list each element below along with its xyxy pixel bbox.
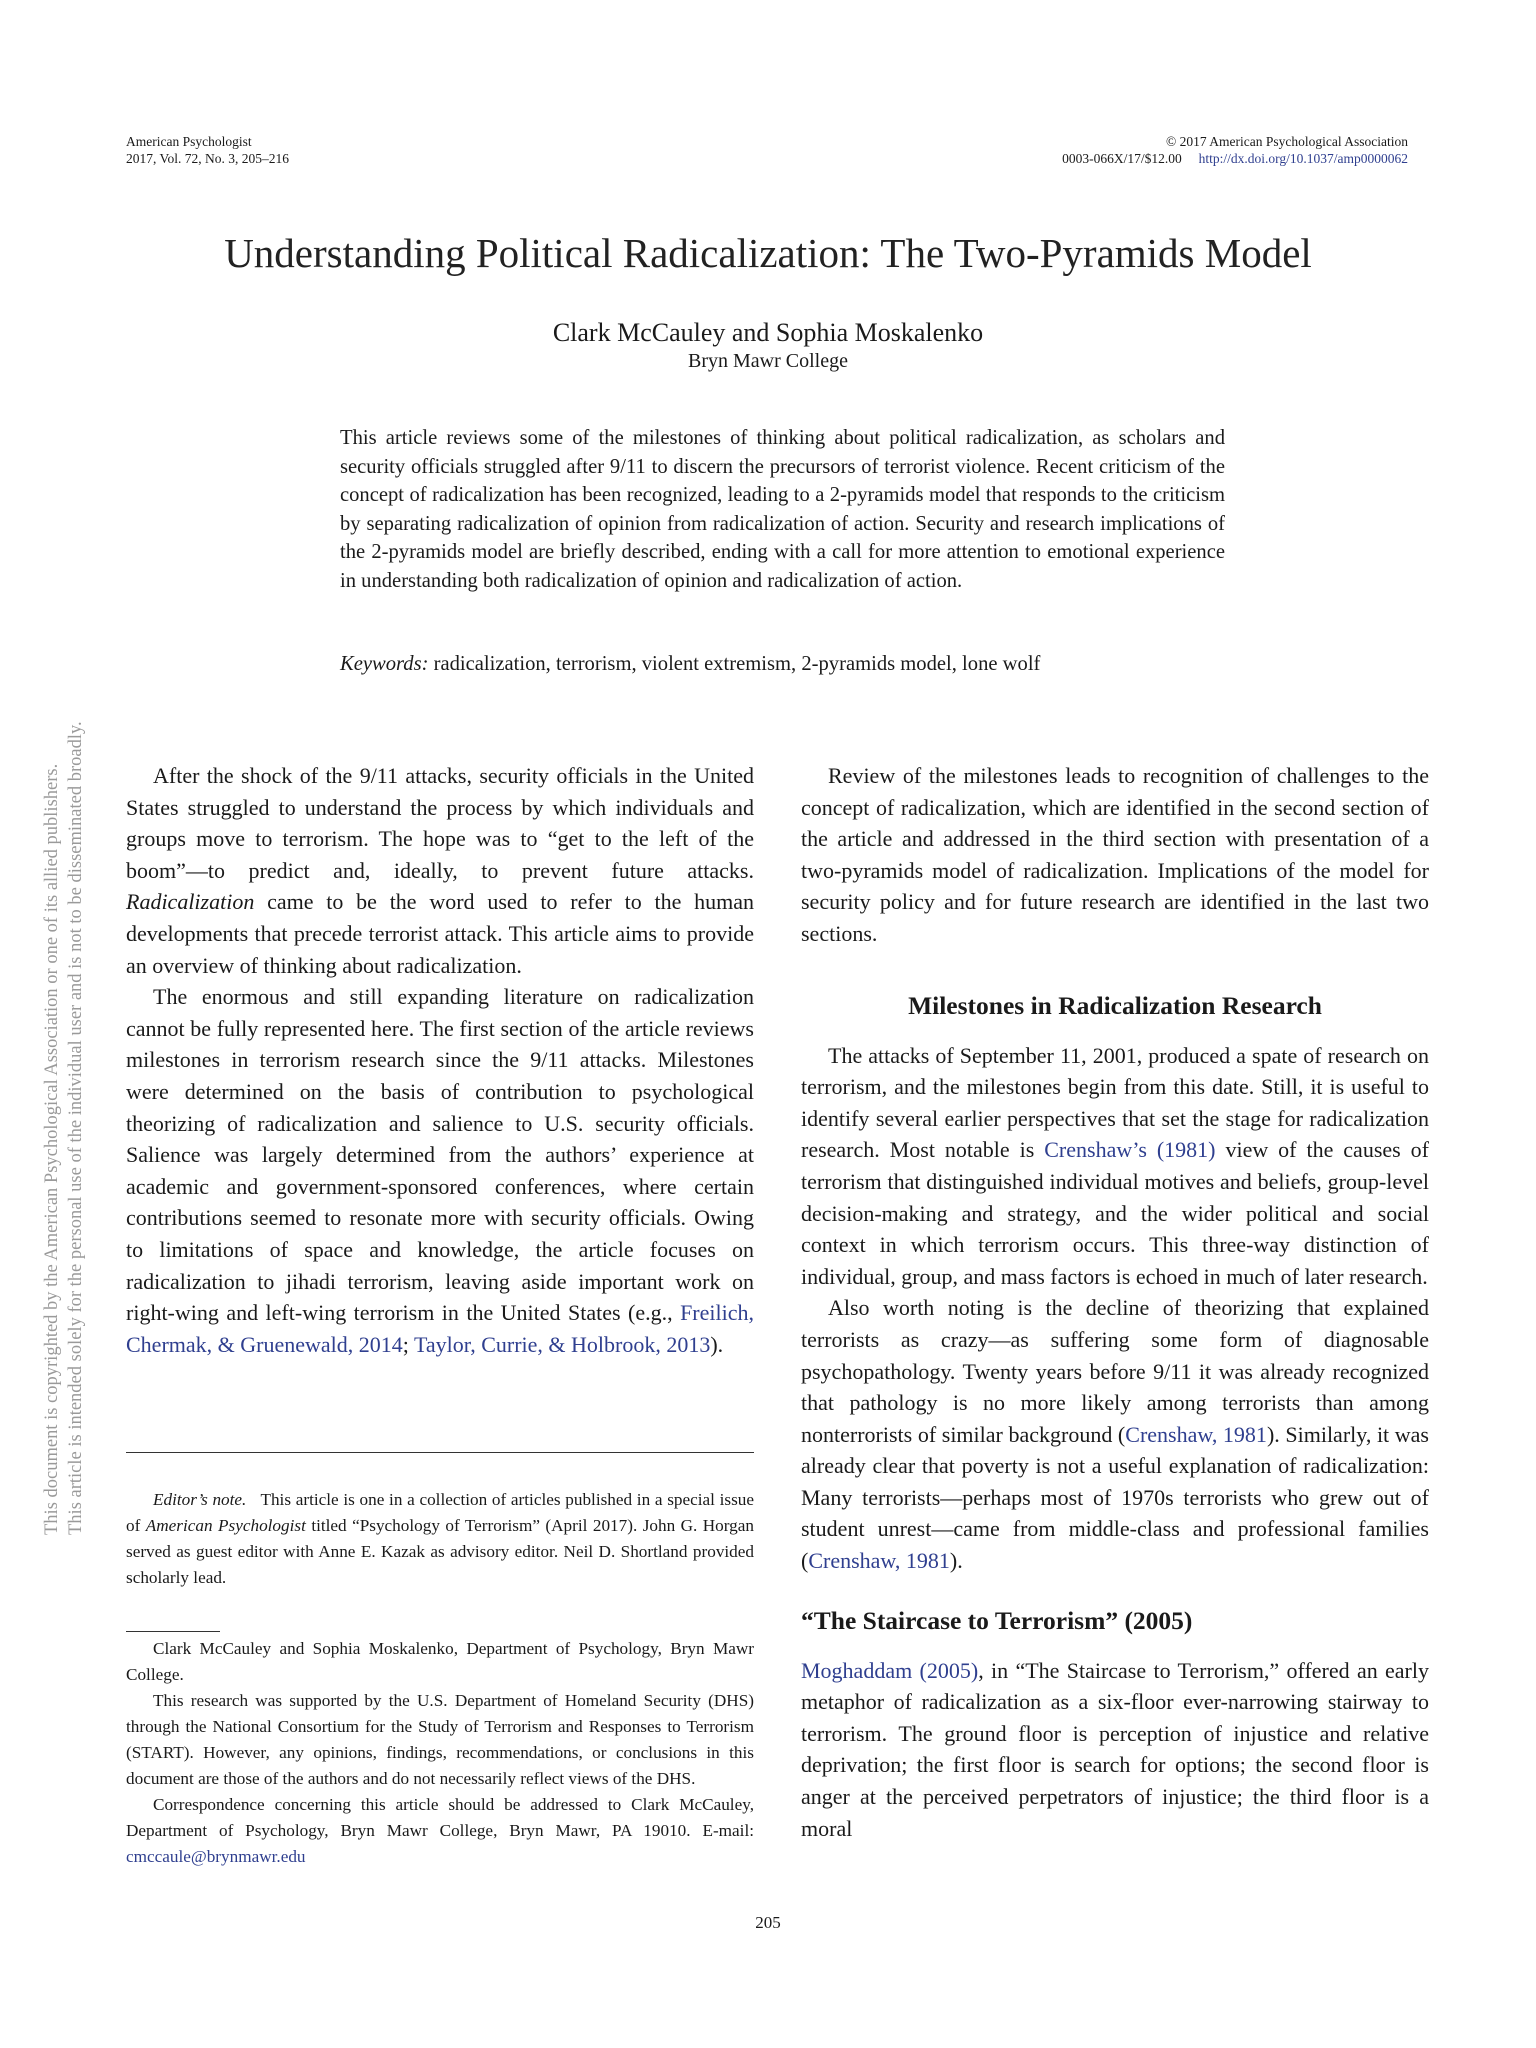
side-notice-line-2: This article is intended solely for the personal use of the individual user and is not to be disseminated broadly. — [66, 721, 86, 1535]
funding-note: This research was supported by the U.S. Department of Homeland Security (DHS) through the National Consortium for the Study of Terrorism and Responses to Terrorism (START). However, any opinions, findings, recommendations, or conclusions in this document are those of the authors and do not necessarily reflect views of the DHS. — [126, 1691, 754, 1788]
subsection-heading-staircase: “The Staircase to Terrorism” (2005) — [801, 1605, 1193, 1635]
email-link[interactable]: cmccaule@brynmawr.edu — [126, 1847, 306, 1866]
page-number: 205 — [755, 1913, 781, 1932]
keywords — [340, 650, 1225, 678]
side-copyright-notice — [40, 115, 88, 1535]
side-notice-line-1: This document is copyrighted by the American Psychological Association or one of its allied publishers. — [42, 763, 62, 1535]
footnote-divider — [126, 1452, 754, 1453]
citation-link-freilich[interactable]: Freilich, Chermak, & Gruenewald, 2014 — [126, 1300, 754, 1357]
intro-paragraph-1: After the shock of the 9/11 attacks, security officials in the United States struggled to understand the process by which individuals and groups move to terrorism. The hope was to “get to the left of the boom”—to predict and, ideally, to prevent future attacks. Radicalization came to be the word used to refer to the human developments that precede terrorist attack. This article aims to provide an overview of thinking about radicalization. — [126, 763, 754, 978]
citation-link-crenshaw-2[interactable]: Crenshaw, 1981 — [1125, 1421, 1267, 1447]
citation-link-moghaddam[interactable]: Moghaddam (2005) — [801, 1657, 979, 1683]
editors-note: Editor’s note. This article is one in a collection of articles published in a special issue of American Psychologist titled “Psychology of Terrorism” (April 2017). John G. Horgan served as guest editor with Anne E. Kazak as advisory editor. Neil D. Shortland provided scholarly lead. — [126, 1490, 755, 1587]
editors-note-label: Editor’s note. — [153, 1490, 247, 1509]
doi-link[interactable]: http://dx.doi.org/10.1037/amp0000062 — [1198, 151, 1408, 166]
milestones-paragraph-1: The attacks of September 11, 2001, produced a spate of research on terrorism, and the milestones begin from this date. Still, it is useful to identify several earlier perspectives that set the stage for radicalization research. Most notable is Crenshaw’s (1981) view of the causes of terrorism that distinguished individual motives and beliefs, group-level decision-making and strategy, and the wider political and social context in which terrorism occurs. This three-way distinction of individual, group, and mass factors is echoed in much of later research. — [801, 1042, 1429, 1289]
citation-link-crenshaw-1[interactable]: Crenshaw’s (1981) — [1044, 1137, 1216, 1163]
journal-header-left — [126, 133, 289, 167]
author-notes — [126, 1636, 754, 1870]
correspondence-note: Correspondence concerning this article should be addressed to Clark McCauley, Department of Psychology, Bryn Mawr College, Bryn Mawr, PA 19010. E-mail: cmccaule@brynmawr.edu — [126, 1795, 754, 1866]
footnote-short-divider — [126, 1631, 220, 1632]
citation-link-crenshaw-3[interactable]: Crenshaw, 1981 — [808, 1548, 950, 1574]
author-department-note: Clark McCauley and Sophia Moskalenko, Department of Psychology, Bryn Mawr College. — [126, 1639, 754, 1684]
journal-header-right — [1062, 133, 1408, 167]
journal-name: American Psychologist — [126, 134, 252, 149]
right-column — [801, 760, 1429, 1844]
copyright-line: © 2017 American Psychological Association — [1166, 134, 1408, 149]
section-heading-milestones: Milestones in Radicalization Research — [908, 990, 1322, 1020]
abstract: This article reviews some of the milestones of thinking about political radicalization, as scholars and security officials struggled after 9/11 to discern the precursors of terrorist violence. Recent criticism of the concept of radicalization has been recognized, leading to a 2-pyramids model that responds to the criticism by separating radicalization of opinion from radicalization of action. Security and research implications of the 2-pyramids model are briefly described, ending with a call for more attention to emotional experience in understanding both radicalization of opinion and radicalization of action. — [340, 427, 1225, 592]
citation-link-taylor[interactable]: Taylor, Currie, & Holbrook, 2013 — [413, 1331, 711, 1357]
keywords-label: Keywords: — [340, 653, 429, 675]
milestones-paragraph-2: Also worth noting is the decline of theorizing that explained terrorists as crazy—as suffering some form of diagnosable psychopathology. Twenty years before 9/11 it was already recognized that pathology is no more likely among terrorists than among nonterrorists of similar background (Crenshaw, 1981). Similarly, it was already clear that poverty is not a useful explanation of radicalization: Many terrorists—perhaps most of 1970s terrorists who grew out of student unrest—came from middle-class and professional families (Crenshaw, 1981). — [801, 1295, 1429, 1574]
radicalization-term: Radicalization — [126, 889, 255, 915]
volume-info: 2017, Vol. 72, No. 3, 205–216 — [126, 151, 290, 166]
issn: 0003-066X/17/$12.00 — [1062, 151, 1182, 166]
author-affiliation: Bryn Mawr College — [688, 350, 848, 372]
intro-paragraph-2: The enormous and still expanding literature on radicalization cannot be fully represented here. The first section of the article reviews milestones in terrorism research since the 9/11 attacks. Milestones were determined on the basis of contribution to psychological theorizing of radicalization and salience to U.S. security officials. Salience was largely determined from the authors’ experience at academic and government-sponsored conferences, where certain contributions seemed to resonate more with security officials. Owing to limitations of space and knowledge, the article focuses on radicalization to jihadi terrorism, leaving aside important work on right-wing and left-wing terrorism in the United States (e.g., Freilich, Chermak, & Gruenewald, 2014; Taylor, Currie, & Holbrook, 2013). — [126, 984, 754, 1357]
author-names: Clark McCauley and Sophia Moskalenko — [552, 318, 984, 347]
article-title: Understanding Political Radicalization: The Two-Pyramids Model — [224, 230, 1312, 276]
overview-paragraph: Review of the milestones leads to recognition of challenges to the concept of radicalization, which are identified in the second section of the article and addressed in the third section with presentation of a two-pyramids model of radicalization. Implications of the model for security policy and for future research are identified in the last two sections. — [801, 763, 1429, 946]
staircase-paragraph: Moghaddam (2005), in “The Staircase to Terrorism,” offered an early metaphor of radicalization as a six-floor ever-narrowing stairway to terrorism. The ground floor is perception of injustice and relative deprivation; the first floor is search for options; the second floor is anger at the perceived perpetrators of injustice; the third floor is a moral — [801, 1657, 1429, 1841]
keywords-text: radicalization, terrorism, violent extremism, 2-pyramids model, lone wolf — [433, 653, 1041, 675]
left-column — [126, 760, 754, 1360]
issn-doi-line — [1062, 150, 1408, 167]
